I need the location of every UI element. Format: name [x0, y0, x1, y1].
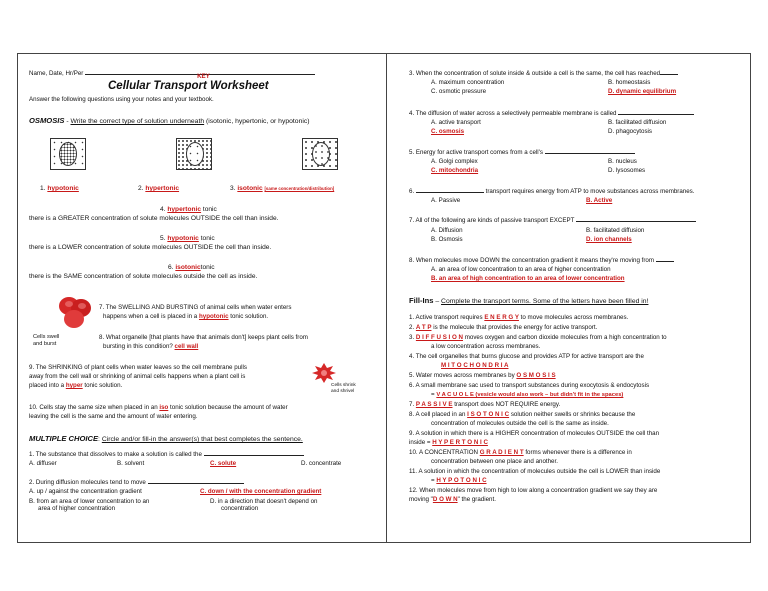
r-q4-blank[interactable]	[618, 114, 694, 115]
q7-pre: happens when a cell is placed in a	[103, 313, 199, 320]
label-num-3: 3.	[230, 185, 236, 192]
q4-suffix: tonic	[201, 206, 217, 213]
q9-line-b: away from the cell wall or shrinking of animal cells happens when a plant cell is	[29, 373, 246, 380]
r-q3-opt-d[interactable]: D. dynamic equilibrium	[608, 88, 677, 95]
mc-q2-text: 2. During diffusion molecules tend to move	[29, 479, 146, 486]
fill-3	[409, 334, 667, 341]
osmosis-instruction-tail: (isotonic, hypertonic, or hypotonic)	[204, 118, 310, 125]
fill-7-post: transport does NOT REQUIRE energy.	[452, 401, 561, 408]
r-q7-opt-c[interactable]: B. Osmosis	[431, 236, 463, 243]
r-q3-opt-c[interactable]: C. osmotic pressure	[431, 88, 487, 95]
fill-8-pre: 8. A cell placed in an	[409, 411, 468, 418]
q9-line-a: 9. The SHRINKING of plant cells when water leaves so the cell membrane pulls	[29, 364, 247, 371]
fill-1	[409, 314, 628, 321]
q10-line-a	[29, 404, 288, 411]
cells-swell-caption	[33, 334, 59, 348]
fill-10-pre: 10. A CONCENTRATION	[409, 449, 480, 456]
q6-line	[168, 264, 215, 272]
fill-12-pre: moving "	[409, 496, 433, 503]
r-q5	[409, 149, 635, 156]
name-line	[29, 70, 315, 80]
q7-line-a: 7. The SWELLING AND BURSTING of animal cells when water enters	[99, 304, 292, 311]
q9-pre: placed into a	[29, 382, 66, 389]
r-q4	[409, 110, 694, 117]
r-q4-opt-d[interactable]: D. phagocytosis	[608, 128, 653, 135]
fill-2-post: is the molecule that provides the energy for active transport.	[431, 324, 598, 331]
r-q5-opt-a[interactable]: A. Golgi complex	[431, 158, 478, 165]
fill-9: 9. A solution in which there is a HIGHER concentration of molecules OUTSIDE the cell than	[409, 430, 660, 437]
fill-6: 6. A small membrane sac used to transport substances during exocytosis & endocytosis	[409, 382, 650, 389]
q5-answer: hypotonic	[167, 235, 199, 242]
mc-q1-opt-c[interactable]: C. solute	[210, 460, 237, 467]
r-q4-opt-b[interactable]: B. facilitated diffusion	[608, 119, 667, 126]
cells-swell-2: and burst	[33, 341, 57, 347]
r-q4-text: 4. The diffusion of water across a selectively permeable membrane is called	[409, 110, 617, 117]
fill-8-b: concentration of molecules outside the cell is the same as inside.	[431, 420, 609, 427]
fill-7-pre: 7.	[409, 401, 416, 408]
q6-suffix: tonic	[200, 264, 215, 271]
mc-instruction: Circle and/or fill-in the answer(s) that best completes the sentence.	[101, 436, 303, 443]
shrunken-cell-center	[321, 370, 327, 376]
mc-heading: MULTIPLE CHOICE	[29, 434, 99, 443]
dash: -	[64, 118, 71, 125]
r-q8-text: 8. When molecules move DOWN the concentration gradient it means they're moving from	[409, 257, 655, 264]
highlight-1	[65, 301, 73, 307]
name-blank[interactable]	[85, 73, 315, 80]
q4-answer: hypertonic	[167, 206, 202, 213]
fill-8-answer: I S O T O N I C	[467, 411, 510, 418]
r-q6-opt-b[interactable]: B. Active	[586, 197, 613, 204]
mc-q2-opt-b-1: B. from an area of lower concentration to an	[29, 498, 150, 505]
r-q4-opt-c[interactable]: C. osmosis	[431, 128, 465, 135]
r-q8	[409, 257, 674, 264]
fill-10-post: forms whenever there is a difference in	[523, 449, 632, 456]
fill-9-pre: inside =	[409, 439, 433, 446]
fill-2-answer: A T P	[415, 324, 432, 331]
fill-11-answer: H Y P O T O N I C	[436, 477, 487, 484]
fill-3-answer: D I F F U S I O N	[415, 334, 463, 341]
fill-heading-line	[409, 296, 648, 305]
mc-q2-opt-c[interactable]: C. down / with the concentration gradient	[200, 488, 322, 495]
r-q5-opt-b[interactable]: B. nucleus	[608, 158, 637, 165]
fill-12-post: " the gradient.	[457, 496, 496, 503]
fill-7-answer: P A S S I V E	[415, 401, 453, 408]
r-q5-blank[interactable]	[545, 153, 635, 154]
q5-text: there is a LOWER concentration of solute molecules OUTSIDE the cell than inside.	[29, 244, 272, 251]
answer-note-3: [same concentration/distribution]	[264, 186, 335, 191]
fill-10-b: concentration between one place and another.	[431, 458, 558, 465]
highlight-2	[78, 303, 86, 309]
fill-6-answer: V A C U O L E (vesicle would also work – but didn't fit in the spaces)	[436, 392, 624, 398]
cell-oval-2	[186, 142, 204, 166]
fill-11: 11. A solution in which the concentration of molecules outside the cell is LOWER than inside	[409, 468, 661, 475]
r-q8-opt-a[interactable]: A. an area of low concentration to an area of higher concentration	[431, 266, 611, 273]
mc-q2-opt-d[interactable]	[210, 498, 317, 513]
q5-num: 5.	[160, 235, 166, 242]
label-num-1: 1.	[40, 185, 46, 192]
q6-text: there is the SAME concentration of solute molecules outside the cell as inside.	[29, 273, 258, 280]
q4-text: there is a GREATER concentration of solute molecules OUTSIDE the cell than inside.	[29, 215, 279, 222]
mc-heading-line: MULTIPLE CHOICE: Circle and/or fill-in the answer(s) that best completes the sentence.	[29, 434, 303, 443]
r-q5-opt-d[interactable]: D. lysosomes	[608, 167, 646, 174]
mc-q1-blank[interactable]	[204, 455, 304, 456]
diagram-label-3	[230, 185, 334, 193]
cell-diagram-3	[302, 138, 338, 170]
r-q8-opt-b[interactable]: B. an area of high concentration to an area of lower concentration	[431, 275, 625, 282]
cell-oval-1	[59, 142, 77, 166]
mc-q2	[29, 479, 244, 486]
r-q7-opt-b[interactable]: B. facilitated diffusion	[586, 227, 645, 234]
fill-3-pre: 3.	[409, 334, 416, 341]
diagram-label-2	[138, 185, 179, 193]
q5-suffix: tonic	[198, 235, 215, 242]
fill-8	[409, 411, 635, 418]
fill-5	[409, 372, 556, 379]
r-q6-num: 6.	[409, 188, 415, 195]
osmosis-heading-line	[29, 116, 310, 125]
osmosis-heading: OSMOSIS	[29, 116, 65, 125]
fill-12-answer: D O W N	[432, 496, 458, 503]
mc-q2-opt-d-1: D. in a direction that doesn't depend on	[210, 498, 318, 505]
q10-post: tonic solution because the amount of water	[168, 404, 288, 411]
fill-5-pre: 5. Water moves across membranes by	[409, 372, 517, 379]
blood-cell-3	[64, 310, 84, 328]
fill-3-b: a low concentration across membranes.	[431, 343, 541, 350]
blood-cells-icon	[56, 293, 94, 331]
shrink-caption	[331, 383, 356, 395]
mc-q2-opt-b-2: area of higher concentration	[38, 505, 116, 513]
fill-2	[409, 324, 597, 331]
cell-oval-3	[312, 142, 330, 166]
key-label: KEY	[197, 73, 210, 80]
answer-hypertonic-2: hypertonic	[145, 185, 180, 192]
fill-9-answer: H Y P E R T O N I C	[432, 439, 488, 446]
q10-pre: 10. Cells stay the same size when placed in an	[29, 404, 160, 411]
q6-num: 6.	[168, 264, 174, 271]
diagram-label-1	[40, 185, 79, 193]
q9-post: tonic solution.	[82, 382, 123, 389]
r-q7-opt-d[interactable]: D. ion channels	[586, 236, 632, 243]
fill-10	[409, 449, 632, 456]
fill-7	[409, 401, 560, 408]
fill-2-pre: 2.	[409, 324, 416, 331]
r-q7-opt-a[interactable]: A. Diffusion	[431, 227, 463, 234]
r-q8-blank[interactable]	[656, 261, 674, 262]
r-q6-opt-a[interactable]: A. Passive	[431, 197, 461, 204]
mc-q1-opt-d[interactable]: D. concentrate	[301, 460, 342, 467]
q9-line-c	[29, 382, 122, 389]
mc-q1	[29, 451, 304, 458]
mc-q1-text: 1. The substance that dissolves to make a solution is called the	[29, 451, 202, 458]
q10-line-b: leaving the cell is the same and the amount of water entering.	[29, 413, 198, 420]
q7-line-b	[103, 313, 268, 320]
r-q3-blank[interactable]	[660, 74, 678, 75]
page-title: Cellular Transport Worksheet	[108, 80, 269, 92]
q4-num: 4.	[160, 206, 166, 213]
r-q4-opt-a[interactable]: A. active transport	[431, 119, 481, 126]
r-q3-opt-b[interactable]: B. homeostasis	[608, 79, 651, 86]
mc-q2-opt-a[interactable]: A. up / against the concentration gradient	[29, 488, 142, 495]
fill-1-post: to move molecules across membranes.	[518, 314, 629, 321]
shrink-2: and shrivel	[331, 389, 355, 394]
mc-q1-opt-a[interactable]: A. diffuser	[29, 460, 57, 467]
column-divider	[386, 53, 387, 542]
q7-post: tonic solution.	[228, 313, 269, 320]
r-q7	[409, 217, 696, 224]
q10-answer: iso	[159, 404, 169, 411]
r-q7-blank[interactable]	[576, 221, 696, 222]
fill-instruction: Complete the transport terms. Some of the letters have been filled in!	[441, 298, 649, 305]
answer-hypotonic-1: hypotonic	[47, 185, 79, 192]
fill-heading: Fill-Ins	[409, 296, 434, 305]
q7-answer: hypotonic	[198, 313, 229, 320]
mc-q2-opt-d-2: concentration	[221, 505, 259, 513]
q8-pre: bursting in this condition?	[103, 343, 175, 350]
q5-line	[160, 235, 215, 243]
cells-swell-1: Cells swell	[33, 334, 60, 340]
cell-diagram-1	[50, 138, 86, 170]
fill-11-pre: =	[431, 477, 437, 484]
dash: –	[433, 298, 442, 305]
r-q3-opt-a[interactable]: A. maximum concentration	[431, 79, 505, 86]
fill-10-answer: G R A D I E N T	[479, 449, 524, 456]
q8-line-b	[103, 343, 198, 350]
fill-8-post: solution neither swells or shrinks because the	[509, 411, 636, 418]
fill-6-pre: =	[431, 391, 437, 398]
r-q3	[409, 70, 678, 77]
q6-answer: isotonic	[175, 264, 201, 271]
fill-3-post: moves oxygen and carbon dioxide molecules from a high concentration to	[463, 334, 667, 341]
fill-11-line	[431, 477, 487, 484]
r-q6-blank[interactable]	[416, 192, 484, 193]
fill-12-line	[409, 496, 496, 503]
fill-5-answer: O S M O S I S	[516, 372, 556, 379]
fill-4-answer: M I T O C H O N D R I A	[441, 362, 509, 369]
r-q7-text: 7. All of the following are kinds of passive transport EXCEPT	[409, 217, 575, 224]
mc-q1-opt-b[interactable]: B. solvent	[117, 460, 145, 467]
fill-1-answer: E N E R G Y	[484, 314, 519, 321]
osmosis-instruction: Write the correct type of solution underneath	[70, 118, 205, 125]
cell-diagram-2	[176, 138, 212, 170]
q8-line-a: 8. What organelle [that plants have that animals don't] keeps plant cells from	[99, 334, 308, 341]
fill-1-pre: 1. Active transport requires	[409, 314, 485, 321]
mc-q2-blank[interactable]	[148, 483, 244, 484]
q4-line	[160, 206, 217, 214]
fill-4: 4. The cell organelles that burns glucose and provides ATP for active transport are the	[409, 353, 644, 360]
mc-q2-opt-b[interactable]	[29, 498, 149, 513]
shrunken-cells-icon	[311, 362, 337, 384]
fill-6-line	[431, 391, 623, 399]
r-q5-text: 5. Energy for active transport comes from a cell's	[409, 149, 543, 156]
r-q6-text: transport requires energy from ATP to move substances across membranes.	[483, 188, 695, 195]
fill-9-line	[409, 439, 488, 446]
fill-12: 12. When molecules move from high to low along a concentration gradient we say they are	[409, 487, 658, 494]
r-q5-opt-c[interactable]: C. mitochondria	[431, 167, 479, 174]
label-num-2: 2.	[138, 185, 144, 192]
answer-isotonic-3: isotonic	[237, 185, 263, 192]
name-label: Name, Date, Hr/Per	[29, 70, 84, 77]
q8-answer: cell wall	[174, 343, 199, 350]
shrink-1: Cells shrink	[331, 383, 356, 388]
r-q3-text: 3. When the concentration of solute inside & outside a cell is the same, the cell has reached	[409, 70, 661, 77]
q9-answer: hyper	[65, 382, 83, 389]
page-subtitle: Answer the following questions using your notes and your textbook.	[29, 96, 214, 103]
r-q6	[409, 188, 695, 195]
